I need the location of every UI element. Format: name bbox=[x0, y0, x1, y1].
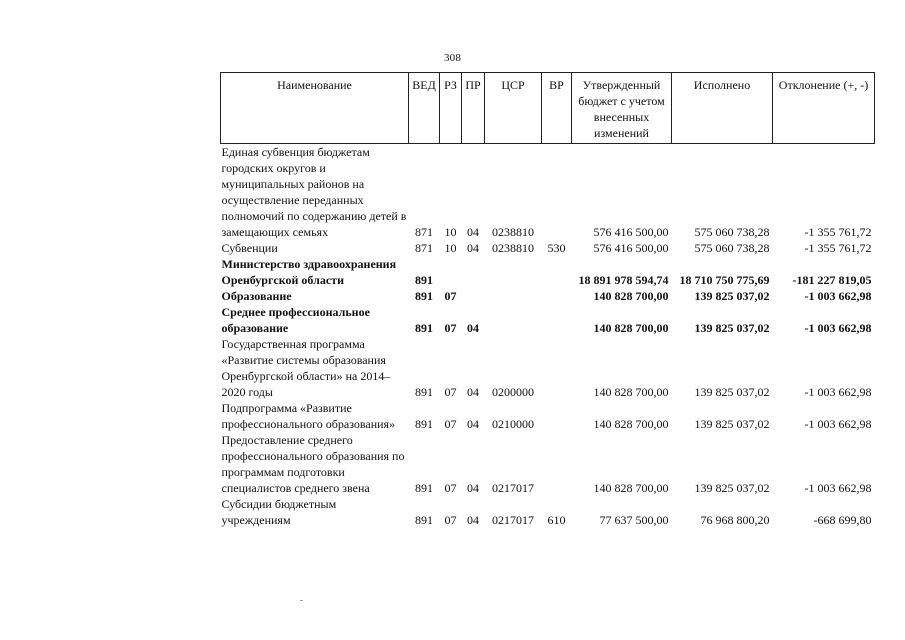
row-executed: 18 710 750 775,69 bbox=[679, 273, 770, 287]
row-executed: 139 825 037,02 bbox=[694, 321, 770, 335]
row-vr bbox=[542, 432, 572, 496]
row-pr: 04 bbox=[467, 481, 479, 495]
row-executed: 139 825 037,02 bbox=[694, 481, 770, 495]
row-approved: 18 891 978 594,74 bbox=[578, 273, 669, 287]
row-name: Подпрограмма «Развитие профессионального образования» bbox=[221, 401, 396, 431]
row-approved: 140 828 700,00 bbox=[593, 481, 669, 495]
table-body bbox=[221, 144, 875, 529]
row-name: Образование bbox=[221, 289, 292, 303]
row-name: Субсидии бюджетным учреждениям bbox=[221, 497, 337, 527]
row-executed: 575 060 738,28 bbox=[694, 225, 770, 239]
row-csr: 0238810 bbox=[492, 225, 534, 239]
header-csr: ЦСР bbox=[485, 73, 542, 144]
row-vr bbox=[542, 288, 572, 304]
row-rz: 07 bbox=[444, 417, 457, 431]
row-vr bbox=[542, 400, 572, 432]
row-name: Министерство здравоохранения Оренбургской области bbox=[221, 257, 397, 287]
row-rz bbox=[440, 256, 462, 288]
row-approved: 576 416 500,00 bbox=[593, 241, 669, 255]
table-row bbox=[221, 336, 875, 400]
row-ved: 891 bbox=[415, 321, 433, 335]
row-ved: 891 bbox=[415, 481, 433, 495]
row-name: Среднее профессиональное образование bbox=[221, 305, 370, 335]
row-csr: 0238810 bbox=[492, 241, 534, 255]
row-executed: 575 060 738,28 bbox=[694, 241, 770, 255]
row-pr: 04 bbox=[467, 385, 479, 399]
row-deviation: -1 003 662,98 bbox=[804, 385, 872, 399]
row-pr bbox=[462, 256, 485, 288]
header-pr: ПР bbox=[462, 73, 485, 144]
row-executed: 76 968 800,20 bbox=[700, 513, 770, 527]
row-name: Государственная программа «Развитие системы образования Оренбургской области» на 2014–2020 годы bbox=[221, 337, 391, 399]
row-deviation: -1 355 761,72 bbox=[804, 241, 872, 255]
page-number: 308 bbox=[443, 52, 462, 64]
row-csr: 0200000 bbox=[492, 385, 534, 399]
table-row bbox=[221, 144, 875, 241]
header-approved: Утвержденный бюджет с учетом внесенных изменений bbox=[572, 73, 672, 144]
header-deviation: Отклонение (+, -) bbox=[773, 73, 875, 144]
row-pr: 04 bbox=[467, 225, 479, 239]
row-csr bbox=[485, 288, 542, 304]
row-executed: 139 825 037,02 bbox=[694, 289, 770, 303]
table-row bbox=[221, 432, 875, 496]
table-row bbox=[221, 400, 875, 432]
row-executed: 139 825 037,02 bbox=[694, 385, 770, 399]
row-name: Единая субвенция бюджетам городских округов и муниципальных районов на осуществление переданных полномочий по содержанию детей в замещающих семьях bbox=[221, 145, 407, 239]
row-csr bbox=[485, 256, 542, 288]
row-executed: 139 825 037,02 bbox=[694, 417, 770, 431]
row-approved: 140 828 700,00 bbox=[593, 321, 669, 335]
row-rz: 07 bbox=[444, 385, 457, 399]
scan-mark bbox=[300, 600, 303, 601]
row-csr: 0217017 bbox=[492, 481, 534, 495]
row-rz: 07 bbox=[444, 481, 457, 495]
header-vr: ВР bbox=[542, 73, 572, 144]
row-pr: 04 bbox=[467, 321, 479, 335]
row-approved: 140 828 700,00 bbox=[593, 417, 669, 431]
row-rz: 10 bbox=[444, 241, 457, 255]
row-vr bbox=[542, 144, 572, 241]
table-row bbox=[221, 240, 875, 256]
row-name: Предоставление среднего профессионального образования по программам подготовки специалистов среднего звена bbox=[221, 433, 405, 495]
row-pr: 04 bbox=[467, 513, 479, 527]
row-ved: 891 bbox=[415, 417, 433, 431]
row-approved: 140 828 700,00 bbox=[593, 385, 669, 399]
table-row bbox=[221, 288, 875, 304]
row-ved: 891 bbox=[415, 385, 433, 399]
row-csr bbox=[485, 304, 542, 336]
row-csr: 0210000 bbox=[492, 417, 534, 431]
row-name: Субвенции bbox=[221, 241, 278, 255]
row-deviation: -1 003 662,98 bbox=[804, 417, 872, 431]
row-ved: 871 bbox=[415, 225, 433, 239]
row-approved: 576 416 500,00 bbox=[593, 225, 669, 239]
row-vr: 530 bbox=[547, 241, 566, 255]
header-name: Наименование bbox=[221, 73, 409, 144]
table-row bbox=[221, 304, 875, 336]
row-approved: 140 828 700,00 bbox=[593, 289, 669, 303]
row-ved: 891 bbox=[415, 273, 433, 287]
row-vr: 610 bbox=[547, 513, 566, 527]
row-ved: 871 bbox=[415, 241, 433, 255]
row-rz: 10 bbox=[444, 225, 457, 239]
budget-table bbox=[220, 72, 875, 528]
row-deviation: -181 227 819,05 bbox=[792, 273, 872, 287]
row-pr bbox=[462, 288, 485, 304]
row-ved: 891 bbox=[415, 289, 433, 303]
row-pr: 04 bbox=[467, 417, 479, 431]
row-vr bbox=[542, 336, 572, 400]
table-row bbox=[221, 256, 875, 288]
row-deviation: -1 355 761,72 bbox=[804, 225, 872, 239]
row-ved: 891 bbox=[415, 513, 433, 527]
row-vr bbox=[542, 256, 572, 288]
header-ved: ВЕД bbox=[409, 73, 440, 144]
table-header bbox=[221, 73, 875, 144]
row-rz: 07 bbox=[444, 513, 457, 527]
header-executed: Исполнено bbox=[672, 73, 773, 144]
row-deviation: -1 003 662,98 bbox=[804, 289, 872, 303]
row-vr bbox=[542, 304, 572, 336]
row-pr: 04 bbox=[467, 241, 479, 255]
row-csr: 0217017 bbox=[492, 513, 534, 527]
header-rz: РЗ bbox=[440, 73, 462, 144]
row-approved: 77 637 500,00 bbox=[599, 513, 669, 527]
row-deviation: -1 003 662,98 bbox=[804, 481, 872, 495]
table-row bbox=[221, 496, 875, 528]
row-rz: 07 bbox=[444, 289, 457, 303]
row-rz: 07 bbox=[444, 321, 457, 335]
row-deviation: -1 003 662,98 bbox=[804, 321, 872, 335]
row-deviation: -668 699,80 bbox=[813, 513, 872, 527]
